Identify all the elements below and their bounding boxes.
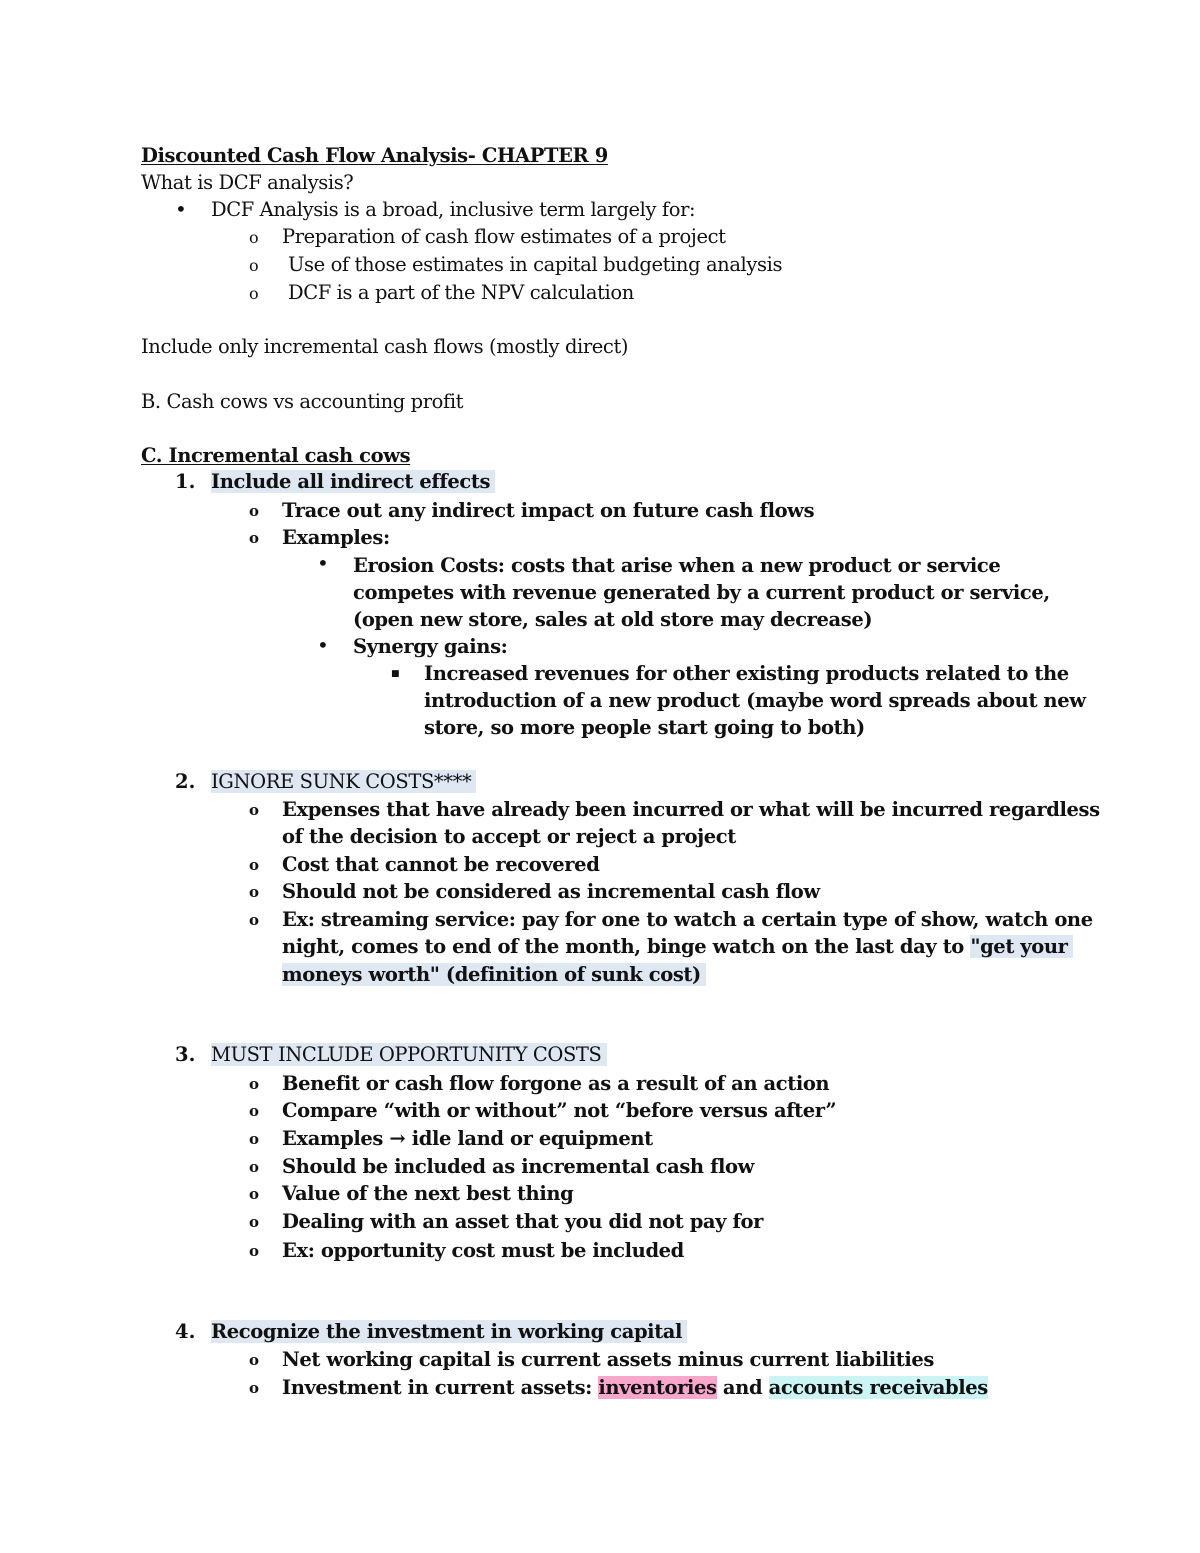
item4-nwc: Net working capital is current assets minus current liabilities — [282, 1348, 934, 1371]
item1-trace: Trace out any indirect impact on future cash flows — [282, 499, 815, 522]
circle-marker: o — [249, 1213, 260, 1231]
item2-should-not: Should not be considered as incremental cash flow — [282, 880, 820, 903]
document-title: Discounted Cash Flow Analysis- CHAPTER 9 — [141, 144, 608, 167]
dcf-bullet: DCF Analysis is a broad, inclusive term largely for: — [211, 198, 696, 221]
item2-cost-cannot: Cost that cannot be recovered — [282, 853, 600, 876]
item4-investment — [282, 1376, 988, 1400]
include-only-line: Include only incremental cash flows (mostly direct) — [141, 335, 629, 358]
circle-marker: o — [249, 256, 259, 275]
circle-marker: o — [249, 801, 260, 819]
item-number: 1. — [175, 470, 196, 493]
item-number: 2. — [175, 770, 196, 793]
item3-bullet: Compare “with or without” not “before versus after” — [282, 1099, 837, 1122]
item3-bullet: Value of the next best thing — [282, 1182, 574, 1205]
erosion-line: competes with revenue generated by a current product or service, — [353, 581, 1050, 604]
circle-marker: o — [249, 284, 259, 303]
square-marker: ■ — [391, 669, 400, 679]
erosion-line: Erosion Costs: costs that arise when a new product or service — [353, 554, 1001, 577]
circle-marker: o — [249, 502, 260, 520]
section-c-heading: C. Incremental cash cows — [141, 444, 411, 467]
circle-marker: o — [249, 1158, 260, 1176]
circle-marker: o — [249, 1351, 260, 1369]
inventories-highlight: inventories — [598, 1376, 717, 1399]
item3-bullet: Benefit or cash flow forgone as a result of an action — [282, 1072, 830, 1095]
item3-heading — [211, 1043, 607, 1067]
bullet-marker: • — [175, 197, 187, 221]
highlighted-phrase: moneys worth" (definition of sunk cost) — [282, 963, 706, 986]
item3-bullet: Ex: opportunity cost must be included — [282, 1239, 684, 1262]
question-line: What is DCF analysis? — [141, 171, 354, 194]
item2-ex-line — [282, 963, 706, 987]
circle-marker: o — [249, 1185, 260, 1203]
item3-bullet: Dealing with an asset that you did not pay for — [282, 1210, 763, 1233]
highlighted-phrase: "get your — [970, 935, 1072, 958]
item3-bullet: Examples → idle land or equipment — [282, 1127, 653, 1150]
circle-marker: o — [249, 1075, 260, 1093]
circle-marker: o — [249, 228, 259, 247]
synergy-detail-line: Increased revenues for other existing products related to the — [424, 662, 1069, 685]
item-number: 3. — [175, 1043, 196, 1066]
item4-and: and — [716, 1376, 769, 1399]
circle-marker: o — [249, 529, 260, 547]
bullet-marker: • — [317, 633, 329, 657]
circle-marker: o — [249, 856, 260, 874]
item3-heading-text: MUST INCLUDE OPPORTUNITY COSTS — [211, 1043, 607, 1066]
circle-marker: o — [249, 1130, 260, 1148]
item4-investment-text: Investment in current assets: — [282, 1376, 599, 1399]
dcf-sub-item: DCF is a part of the NPV calculation — [288, 281, 634, 304]
erosion-line: (open new store, sales at old store may decrease) — [353, 608, 873, 631]
item2-ex-line — [282, 935, 1073, 959]
circle-marker: o — [249, 911, 260, 929]
synergy-detail-line: introduction of a new product (maybe word spreads about new — [424, 689, 1086, 712]
bullet-marker: • — [317, 551, 329, 575]
item-number: 4. — [175, 1320, 196, 1343]
dcf-sub-item: Preparation of cash flow estimates of a project — [282, 225, 726, 248]
item2-expenses: Expenses that have already been incurred or what will be incurred regardless — [282, 798, 1100, 821]
item3-bullet: Should be included as incremental cash flow — [282, 1155, 755, 1178]
synergy-line: Synergy gains: — [353, 635, 508, 658]
item4-heading-text: Recognize the investment in working capital — [211, 1320, 687, 1343]
circle-marker: o — [249, 1242, 260, 1260]
item4-heading — [211, 1320, 687, 1344]
circle-marker: o — [249, 1379, 260, 1397]
item2-ex-text: night, comes to end of the month, binge watch on the last day to — [282, 935, 971, 958]
circle-marker: o — [249, 883, 260, 901]
receivables-highlight: accounts receivables — [768, 1376, 988, 1399]
item1-heading-text: Include all indirect effects — [211, 470, 495, 493]
item2-heading — [211, 770, 476, 794]
circle-marker: o — [249, 1102, 260, 1120]
synergy-detail-line: store, so more people start going to both) — [424, 716, 865, 739]
item2-expenses: of the decision to accept or reject a project — [282, 825, 736, 848]
item2-ex-line: Ex: streaming service: pay for one to watch a certain type of show, watch one — [282, 908, 1093, 931]
item2-heading-text: IGNORE SUNK COSTS**** — [211, 770, 476, 793]
section-b-heading: B. Cash cows vs accounting profit — [141, 390, 464, 413]
item1-heading — [211, 470, 495, 494]
item1-examples: Examples: — [282, 526, 390, 549]
dcf-sub-item: Use of those estimates in capital budgeting analysis — [288, 253, 783, 276]
